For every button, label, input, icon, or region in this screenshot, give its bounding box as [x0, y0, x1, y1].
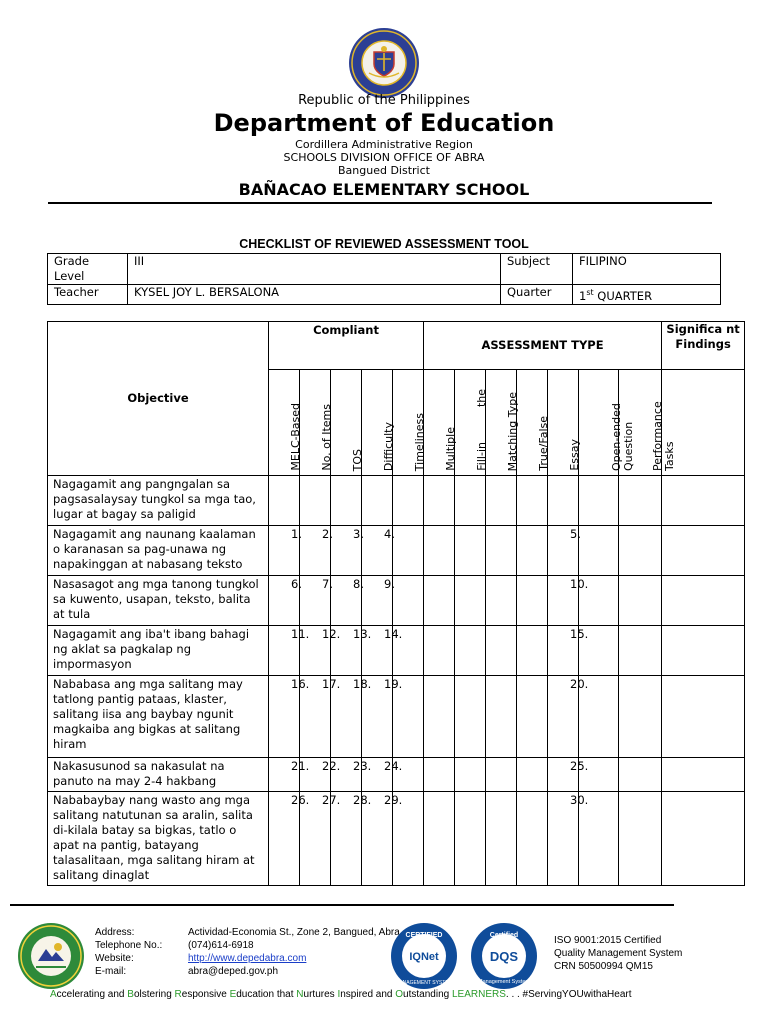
- empty-cell: [424, 792, 455, 886]
- empty-cell: [486, 676, 517, 758]
- empty-cell: [619, 626, 662, 676]
- empty-cell: [662, 626, 745, 676]
- item-number-cell: 6.: [269, 576, 300, 626]
- objective-row: [48, 476, 745, 526]
- empty-cell: [579, 476, 619, 526]
- iso-certified-line: ISO 9001:2015 Certified: [554, 935, 662, 946]
- empty-cell: [455, 476, 486, 526]
- division-line: SCHOOLS DIVISION OFFICE OF ABRA: [283, 151, 485, 164]
- item-number-cell: 16.: [269, 676, 300, 758]
- item-number-cell: 7.: [300, 576, 331, 626]
- item-number-cell: 2.: [300, 526, 331, 576]
- empty-cell: [662, 526, 745, 576]
- empty-cell: [517, 792, 548, 886]
- empty-cell: [486, 576, 517, 626]
- empty-cell: [393, 476, 424, 526]
- empty-cell: [619, 476, 662, 526]
- essay-number-cell: 20.: [548, 676, 579, 758]
- dqs-top-text: Certified: [489, 932, 519, 939]
- essay-number-cell: 5.: [548, 526, 579, 576]
- col-fill-in: Fill-in the: [455, 370, 486, 476]
- empty-cell: [579, 526, 619, 576]
- telephone-value: (074)614-6918: [188, 940, 254, 951]
- objective-row: [48, 626, 745, 676]
- iqnet-certified-badge: [390, 922, 458, 990]
- item-number-cell: 8.: [331, 576, 362, 626]
- essay-number-cell: 15.: [548, 626, 579, 676]
- empty-cell: [486, 526, 517, 576]
- objective-cell: Nagagamit ang pangngalan sa pagsasalaysay tungkol sa mga tao, lugar at bagay sa paligid: [48, 476, 269, 526]
- item-number-cell: 24.: [362, 758, 393, 792]
- item-number-cell: 28.: [331, 792, 362, 886]
- empty-cell: [619, 526, 662, 576]
- deped-seal-logo: [347, 26, 421, 100]
- essay-number-cell: 30.: [548, 792, 579, 886]
- empty-cell: [662, 792, 745, 886]
- quarter-value: 1st QUARTER: [573, 285, 721, 305]
- objective-row: [48, 526, 745, 576]
- empty-cell: [619, 792, 662, 886]
- empty-cell: [517, 476, 548, 526]
- objective-cell: Nagagamit ang naunang kaalaman o karanasan sa pag-unawa ng napakinggan at nabasang teksto: [48, 526, 269, 576]
- objective-row: [48, 792, 745, 886]
- empty-cell: [517, 758, 548, 792]
- iqnet-bottom-text: MANAGEMENT SYSTEM: [395, 980, 453, 986]
- item-number-cell: 1.: [269, 526, 300, 576]
- item-number-cell: 22.: [300, 758, 331, 792]
- empty-cell: [455, 792, 486, 886]
- grade-label: Grade Level: [48, 254, 128, 285]
- website-label: Website:: [95, 953, 134, 964]
- objective-header: Objective: [48, 322, 269, 476]
- col-true-false: True/False: [517, 370, 548, 476]
- item-number-cell: 19.: [362, 676, 393, 758]
- col-no-of-items: No. of Items: [300, 370, 331, 476]
- col-difficulty: Difficulty: [362, 370, 393, 476]
- footer-divider: [10, 904, 674, 906]
- item-number-cell: [331, 476, 362, 526]
- empty-cell: [662, 676, 745, 758]
- email-value: abra@deped.gov.ph: [188, 966, 279, 977]
- empty-cell: [424, 526, 455, 576]
- empty-cell: [424, 626, 455, 676]
- essay-number-cell: [548, 476, 579, 526]
- item-number-cell: 11.: [269, 626, 300, 676]
- empty-cell: [486, 758, 517, 792]
- col-performance-tasks: Performance Tasks: [619, 370, 662, 476]
- info-table: [47, 253, 721, 305]
- empty-cell: [455, 626, 486, 676]
- col-multiple: Multiple: [424, 370, 455, 476]
- item-number-cell: [269, 476, 300, 526]
- empty-cell: [424, 758, 455, 792]
- empty-cell: [393, 526, 424, 576]
- col-timeliness: Timeliness: [393, 370, 424, 476]
- division-logo: [16, 921, 86, 991]
- empty-cell: [517, 626, 548, 676]
- col-matching-type: Matching Type: [486, 370, 517, 476]
- address-label: Address:: [95, 927, 135, 938]
- item-number-cell: 12.: [300, 626, 331, 676]
- district-line: Bangued District: [338, 164, 430, 177]
- department-title: Department of Education: [213, 109, 555, 137]
- empty-cell: [517, 576, 548, 626]
- empty-cell: [517, 676, 548, 758]
- item-number-cell: 14.: [362, 626, 393, 676]
- item-number-cell: [362, 476, 393, 526]
- item-number-cell: 9.: [362, 576, 393, 626]
- empty-cell: [662, 758, 745, 792]
- empty-cell: [455, 676, 486, 758]
- objective-row: [48, 758, 745, 792]
- website-link[interactable]: http://www.depedabra.com: [188, 953, 307, 964]
- item-number-cell: 26.: [269, 792, 300, 886]
- empty-cell: [662, 476, 745, 526]
- item-number-cell: 17.: [300, 676, 331, 758]
- objective-cell: Nasasagot ang mga tanong tungkol sa kuwento, usapan, teksto, balita at tula: [48, 576, 269, 626]
- teacher-value: KYSEL JOY L. BERSALONA: [128, 285, 501, 305]
- telephone-label: Telephone No.:: [95, 940, 163, 951]
- empty-cell: [486, 626, 517, 676]
- qms-line: Quality Management System: [554, 948, 683, 959]
- objective-cell: Nababasa ang mga salitang may tatlong pantig pataas, klaster, salitang iisa ang baybay ngunit magkaiba ang bigkas at salitang hiram: [48, 676, 269, 758]
- empty-cell: [619, 758, 662, 792]
- significant-findings-header: Significa nt Findings: [662, 322, 745, 370]
- address-value: Actividad-Economia St., Zone 2, Bangued, Abra: [188, 927, 400, 938]
- empty-cell: [455, 758, 486, 792]
- empty-cell: [517, 526, 548, 576]
- col-open-ended: Open-ended Question: [579, 370, 619, 476]
- checklist-title: CHECKLIST OF REVIEWED ASSESSMENT TOOL: [239, 237, 529, 251]
- item-number-cell: 27.: [300, 792, 331, 886]
- empty-cell: [424, 576, 455, 626]
- item-number-cell: [300, 476, 331, 526]
- item-number-cell: 18.: [331, 676, 362, 758]
- objective-cell: Nakasusunod sa nakasulat na panuto na may 2-4 hakbang: [48, 758, 269, 792]
- item-number-cell: 21.: [269, 758, 300, 792]
- objective-row: [48, 676, 745, 758]
- quarter-label: Quarter: [501, 285, 573, 305]
- item-number-cell: 4.: [362, 526, 393, 576]
- empty-cell: [393, 576, 424, 626]
- empty-cell: [486, 476, 517, 526]
- col-melc-based: MELC-Based: [269, 370, 300, 476]
- dqs-bottom-text: Management System: [478, 979, 530, 985]
- col-tos: TOS: [331, 370, 362, 476]
- dqs-certified-badge: [466, 922, 542, 990]
- republic-line: Republic of the Philippines: [298, 93, 470, 108]
- school-name: BAÑACAO ELEMENTARY SCHOOL: [238, 180, 530, 199]
- empty-cell: [619, 676, 662, 758]
- email-label: E-mail:: [95, 966, 127, 977]
- subject-label: Subject: [501, 254, 573, 285]
- crn-line: CRN 50500994 QM15: [554, 961, 653, 972]
- essay-number-cell: 25.: [548, 758, 579, 792]
- iqnet-mid-text: IQNet: [409, 951, 439, 963]
- subject-value: FILIPINO: [573, 254, 721, 285]
- empty-cell: [662, 576, 745, 626]
- assessment-table: [47, 321, 745, 886]
- objective-cell: Nababaybay nang wasto ang mga salitang natutunan sa aralin, salita di-kilala batay sa bigkas, tatlo o apat na pantig, batayang talasalitaan, mga salitang hiram at salitang dinaglat: [48, 792, 269, 886]
- assessment-type-header: ASSESSMENT TYPE: [424, 322, 662, 370]
- header-divider: [48, 202, 712, 204]
- item-number-cell: 3.: [331, 526, 362, 576]
- region-line: Cordillera Administrative Region: [295, 138, 473, 151]
- objective-cell: Nagagamit ang iba't ibang bahagi ng aklat sa pagkalap ng impormasyon: [48, 626, 269, 676]
- compliant-header: Compliant: [269, 322, 424, 370]
- empty-cell: [424, 476, 455, 526]
- dqs-mid-text: DQS: [489, 949, 519, 964]
- empty-cell: [424, 676, 455, 758]
- empty-cell: [486, 792, 517, 886]
- item-number-cell: 23.: [331, 758, 362, 792]
- empty-cell: [619, 576, 662, 626]
- objective-row: [48, 576, 745, 626]
- empty-cell: [455, 576, 486, 626]
- teacher-label: Teacher: [48, 285, 128, 305]
- col-essay: Essay: [548, 370, 579, 476]
- iqnet-top-text: CERTIFIED: [405, 932, 443, 939]
- essay-number-cell: 10.: [548, 576, 579, 626]
- item-number-cell: 29.: [362, 792, 393, 886]
- grade-value: III: [128, 254, 501, 285]
- empty-cell: [455, 526, 486, 576]
- item-number-cell: 13.: [331, 626, 362, 676]
- tagline: Accelerating and Bolstering Responsive Education that Nurtures Inspired and Outstanding LEARNERS. . . #ServingYOUwithaHeart: [50, 989, 632, 1000]
